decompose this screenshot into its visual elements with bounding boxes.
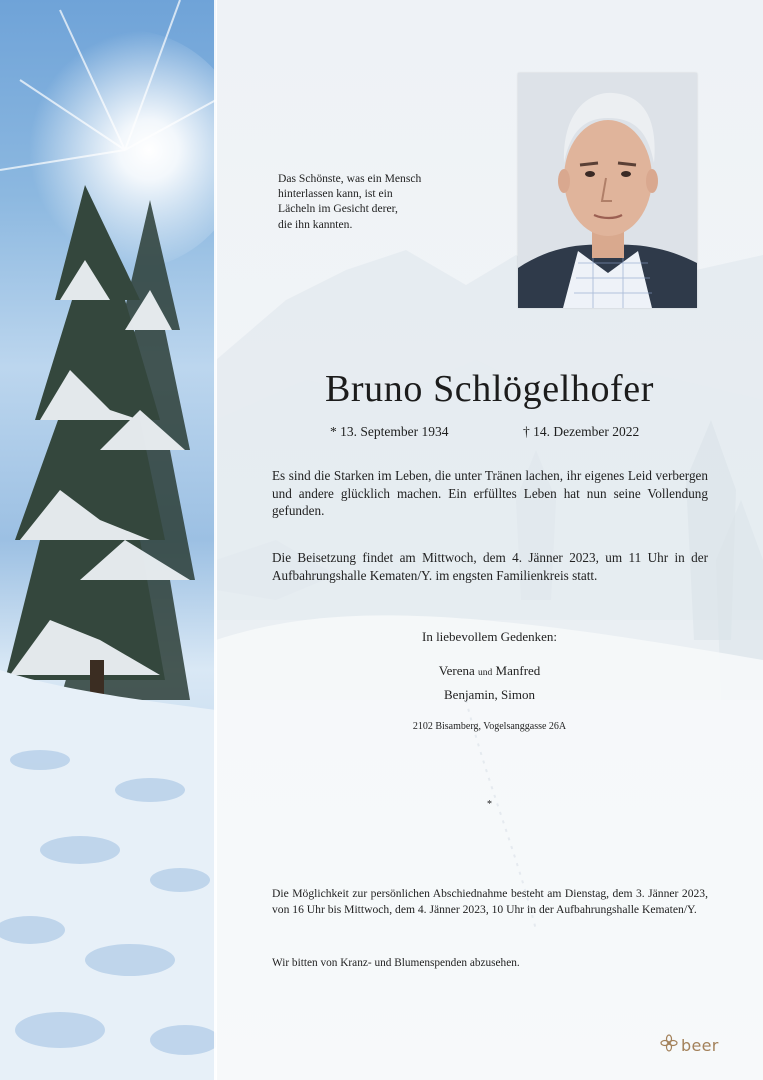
- memorial-quote: [278, 171, 478, 232]
- beer-logo: [660, 1034, 719, 1057]
- portrait-photo: [518, 73, 697, 308]
- mourner-name: Verena: [438, 663, 475, 678]
- mourner-names: [216, 663, 763, 679]
- viewing-paragraph: Die Möglichkeit zur persönlichen Abschiednahme besteht am Dienstag, dem 3. Jänner 2023, von 16 Uhr bis Mittwoch, dem 4. Jänner 2023, 10 Uhr in der Aufbahrungshalle Kematen/Y.: [272, 887, 708, 916]
- strip-border: [214, 0, 217, 1080]
- logo-text: beer: [681, 1036, 719, 1055]
- quote-line: die ihn kannten.: [278, 217, 353, 231]
- donation-note: Wir bitten von Kranz- und Blumenspenden abzusehen.: [272, 957, 520, 969]
- birth-date: * 13. September 1934: [330, 424, 449, 439]
- remembrance-intro: In liebevollem Gedenken:: [421, 629, 557, 644]
- mourner-name: Manfred: [495, 663, 541, 678]
- mourner-address: 2102 Bisamberg, Vogelsanggasse 26A: [412, 721, 567, 732]
- quote-line: Lächeln im Gesicht derer,: [278, 202, 398, 216]
- mourner-names-secondary: Benjamin, Simon: [444, 687, 535, 702]
- burial-paragraph: Die Beisetzung findet am Mittwoch, dem 4. Jänner 2023, um 11 Uhr in der Aufbahrungshalle Kematen/Y. im engsten Familienkreis statt.: [272, 550, 708, 583]
- quote-line: hinterlassen kann, ist ein: [278, 187, 393, 201]
- tribute-paragraph: Es sind die Starken im Leben, die unter Tränen lachen, ihr eigenes Leid verbergen und andere glücklich machen. Ein erfülltes Leben hat nun seine Vollendung gefunden.: [272, 468, 708, 519]
- section-divider: *: [487, 799, 492, 810]
- mourner-conjunction: und: [478, 668, 493, 678]
- deceased-name: Bruno Schlögelhofer: [324, 368, 655, 410]
- winter-trees-photo: [0, 0, 216, 1080]
- quote-line: Das Schönste, was ein Mensch: [278, 172, 422, 185]
- flower-logo-icon: [660, 1034, 678, 1057]
- death-date: † 14. Dezember 2022: [523, 424, 640, 439]
